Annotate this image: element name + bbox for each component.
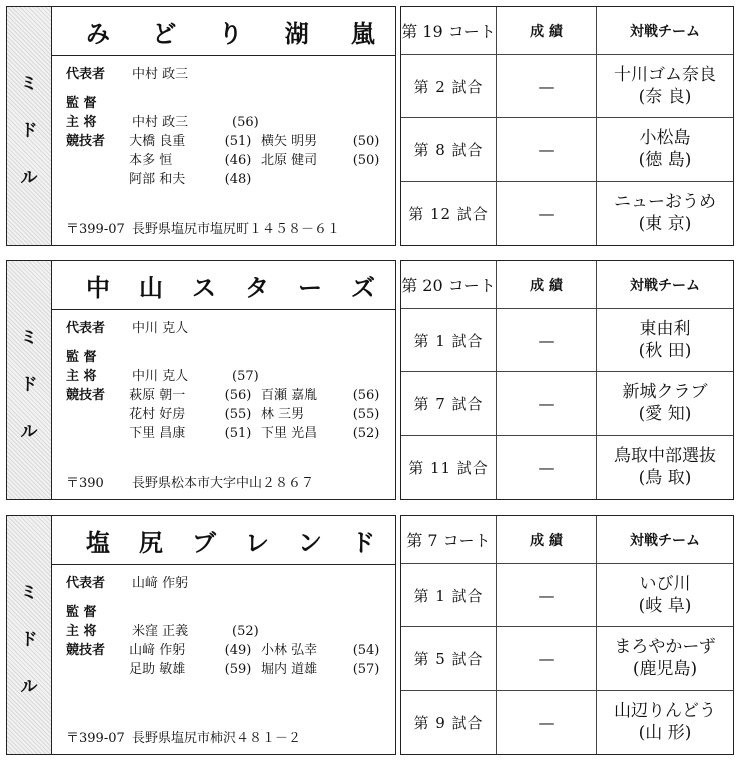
team-name-char: み bbox=[86, 18, 110, 48]
player-age: (48) bbox=[224, 172, 252, 187]
player-name: 花村 好房 bbox=[129, 407, 186, 422]
spacer bbox=[66, 84, 389, 94]
player-name: 下里 光昌 bbox=[260, 426, 318, 441]
match-number: 第 12 試合 bbox=[401, 182, 497, 245]
player-age: (52) bbox=[352, 426, 380, 441]
team-block bbox=[6, 515, 734, 757]
match-number: 第 2 試合 bbox=[401, 55, 497, 118]
postal-code: 〒399-07 bbox=[66, 731, 125, 746]
opponent-prefecture: (奈 良) bbox=[638, 87, 692, 108]
category-char: ミ bbox=[20, 583, 38, 603]
match-number: 第 1 試合 bbox=[401, 564, 497, 627]
player-name: 阿部 和夫 bbox=[129, 172, 186, 187]
category-label bbox=[6, 6, 52, 246]
court-header: 第 20 コート bbox=[401, 261, 497, 309]
captain-age: (56) bbox=[232, 115, 259, 130]
team-name bbox=[52, 261, 395, 310]
opponent-cell bbox=[597, 182, 733, 245]
team-info bbox=[52, 260, 396, 500]
player-name: 本多 恒 bbox=[129, 153, 173, 168]
opponent-cell bbox=[597, 627, 733, 690]
match-result: — bbox=[497, 55, 597, 118]
opponent-cell bbox=[597, 55, 733, 118]
opponent-header: 対戦チーム bbox=[597, 7, 733, 55]
captain-age: (52) bbox=[232, 624, 259, 639]
category-char: ミ bbox=[20, 328, 38, 348]
player-row bbox=[66, 424, 389, 443]
schedule-table bbox=[401, 261, 733, 499]
coach-label: 監 督 bbox=[66, 350, 97, 365]
opponent-cell bbox=[597, 372, 733, 435]
team-members bbox=[66, 574, 389, 679]
category-label bbox=[6, 260, 52, 500]
address-text: 長野県塩尻市柿沢４８１－２ bbox=[132, 731, 302, 746]
player-name: 大橋 良重 bbox=[129, 134, 186, 149]
opponent-name: ニューおうめ bbox=[614, 192, 716, 213]
match-schedule bbox=[400, 260, 734, 500]
player-age: (55) bbox=[352, 407, 380, 422]
player-name bbox=[261, 170, 353, 189]
team-name-char: ズ bbox=[351, 272, 375, 302]
court-header: 第 19 コート bbox=[401, 7, 497, 55]
opponent-name: 山辺りんどう bbox=[614, 701, 716, 722]
player-age: (56) bbox=[352, 388, 380, 403]
players-label: 競技者 bbox=[66, 134, 106, 149]
team-name-char: 尻 bbox=[139, 527, 163, 557]
team-block bbox=[6, 260, 734, 502]
address-text: 長野県塩尻市塩尻町１４５８－６１ bbox=[132, 222, 341, 237]
team-name-char: ー bbox=[298, 272, 322, 302]
spacer bbox=[66, 338, 389, 348]
player-age: (50) bbox=[352, 153, 380, 168]
team-name-char: ン bbox=[298, 527, 322, 557]
opponent-prefecture: (岐 阜) bbox=[638, 596, 692, 617]
player-age: (51) bbox=[224, 426, 252, 441]
category-char: ド bbox=[20, 375, 38, 395]
players-label bbox=[66, 424, 129, 443]
representative-name: 中川 克人 bbox=[132, 321, 189, 336]
team-name-char: 嵐 bbox=[351, 18, 375, 48]
match-number: 第 11 試合 bbox=[401, 436, 497, 499]
category-char: ド bbox=[20, 630, 38, 650]
representative-row bbox=[66, 319, 389, 338]
team-name-char: レ bbox=[245, 527, 269, 557]
opponent-header: 対戦チーム bbox=[597, 516, 733, 564]
player-name: 足助 敏雄 bbox=[129, 662, 186, 677]
match-schedule bbox=[400, 515, 734, 755]
team-block bbox=[6, 6, 734, 248]
category-label bbox=[6, 515, 52, 755]
category-char: ド bbox=[20, 121, 38, 141]
team-members bbox=[66, 65, 389, 189]
category-char: ル bbox=[20, 677, 38, 697]
representative-row bbox=[66, 65, 389, 84]
opponent-name: 東由利 bbox=[639, 319, 691, 340]
player-name: 林 三男 bbox=[260, 407, 305, 422]
match-result: — bbox=[497, 691, 597, 754]
player-row bbox=[66, 641, 389, 660]
player-name: 横矢 明男 bbox=[260, 134, 318, 149]
opponent-name: 鳥取中部選抜 bbox=[614, 446, 716, 467]
team-name-char: 山 bbox=[139, 272, 163, 302]
team-name-char: タ bbox=[245, 272, 269, 302]
match-number: 第 8 試合 bbox=[401, 118, 497, 181]
team-name-char: 中 bbox=[86, 272, 110, 302]
captain-name: 米窪 正義 bbox=[132, 624, 189, 639]
postal-code: 〒399-07 bbox=[66, 222, 125, 237]
result-header: 成 績 bbox=[497, 7, 597, 55]
captain-row bbox=[66, 367, 389, 386]
match-result: — bbox=[497, 564, 597, 627]
players-label bbox=[66, 151, 129, 170]
player-name: 下里 昌康 bbox=[129, 426, 186, 441]
captain-age: (57) bbox=[232, 369, 259, 384]
category-char: ミ bbox=[20, 74, 38, 94]
team-name-char: 塩 bbox=[86, 527, 110, 557]
opponent-prefecture: (徳 島) bbox=[638, 150, 692, 171]
result-header: 成 績 bbox=[497, 261, 597, 309]
team-name bbox=[52, 7, 395, 56]
captain-name: 中村 政三 bbox=[132, 115, 189, 130]
team-info bbox=[52, 6, 396, 246]
team-members bbox=[66, 319, 389, 443]
address-text: 長野県松本市大字中山２８６７ bbox=[132, 476, 315, 491]
team-address bbox=[66, 218, 340, 237]
court-header: 第 7 コート bbox=[401, 516, 497, 564]
captain-row bbox=[66, 622, 389, 641]
opponent-prefecture: (山 形) bbox=[638, 723, 692, 744]
player-age: (55) bbox=[224, 407, 252, 422]
coach-row bbox=[66, 603, 389, 622]
match-result: — bbox=[497, 118, 597, 181]
opponent-name: 十川ゴム奈良 bbox=[614, 65, 716, 86]
players-label bbox=[66, 660, 129, 679]
match-result: — bbox=[497, 627, 597, 690]
team-address bbox=[66, 472, 314, 491]
schedule-table bbox=[401, 516, 733, 754]
opponent-cell bbox=[597, 436, 733, 499]
captain-name: 中川 克人 bbox=[132, 369, 189, 384]
category-char: ル bbox=[20, 422, 38, 442]
opponent-name: 小松島 bbox=[639, 128, 691, 149]
opponent-cell bbox=[597, 564, 733, 627]
opponent-cell bbox=[597, 691, 733, 754]
opponent-name: 新城クラブ bbox=[622, 382, 708, 403]
player-row bbox=[66, 386, 389, 405]
coach-label: 監 督 bbox=[66, 96, 97, 111]
player-name: 萩原 朝一 bbox=[129, 388, 186, 403]
player-row bbox=[66, 151, 389, 170]
player-age: (54) bbox=[352, 643, 380, 658]
opponent-prefecture: (鹿児島) bbox=[632, 659, 698, 680]
coach-row bbox=[66, 94, 389, 113]
players-label: 競技者 bbox=[66, 388, 106, 403]
player-age: (57) bbox=[352, 662, 380, 677]
player-name: 百瀬 嘉胤 bbox=[260, 388, 318, 403]
player-age: (50) bbox=[352, 134, 380, 149]
opponent-name: まろやかーず bbox=[614, 637, 716, 658]
player-age bbox=[353, 170, 389, 189]
representative-label: 代表者 bbox=[66, 67, 106, 82]
match-result: — bbox=[497, 436, 597, 499]
team-name-char: 湖 bbox=[284, 18, 309, 48]
player-row bbox=[66, 170, 389, 189]
player-age: (51) bbox=[224, 134, 252, 149]
postal-code: 〒390 bbox=[66, 476, 104, 491]
team-address bbox=[66, 727, 301, 746]
player-row bbox=[66, 132, 389, 151]
category-char: ル bbox=[20, 168, 38, 188]
result-header: 成 績 bbox=[497, 516, 597, 564]
match-result: — bbox=[497, 182, 597, 245]
team-name-char: ド bbox=[351, 527, 375, 557]
player-age: (49) bbox=[224, 643, 252, 658]
captain-label: 主 将 bbox=[66, 115, 97, 130]
spacer bbox=[66, 593, 389, 603]
opponent-name: いび川 bbox=[639, 574, 691, 595]
match-number: 第 5 試合 bbox=[401, 627, 497, 690]
player-row bbox=[66, 405, 389, 424]
representative-label: 代表者 bbox=[66, 321, 106, 336]
players-label: 競技者 bbox=[66, 643, 106, 658]
captain-label: 主 将 bbox=[66, 624, 97, 639]
opponent-prefecture: (秋 田) bbox=[638, 341, 692, 362]
players-label bbox=[66, 405, 129, 424]
coach-row bbox=[66, 348, 389, 367]
opponent-prefecture: (鳥 取) bbox=[638, 468, 692, 489]
match-number: 第 1 試合 bbox=[401, 309, 497, 372]
player-age: (59) bbox=[224, 662, 252, 677]
captain-row bbox=[66, 113, 389, 132]
match-result: — bbox=[497, 309, 597, 372]
player-name: 小林 弘幸 bbox=[260, 643, 318, 658]
match-number: 第 7 試合 bbox=[401, 372, 497, 435]
representative-row bbox=[66, 574, 389, 593]
coach-label: 監 督 bbox=[66, 605, 97, 620]
match-number: 第 9 試合 bbox=[401, 691, 497, 754]
representative-label: 代表者 bbox=[66, 576, 106, 591]
match-result: — bbox=[497, 372, 597, 435]
team-info bbox=[52, 515, 396, 755]
representative-name: 中村 政三 bbox=[132, 67, 189, 82]
representative-name: 山﨑 作躬 bbox=[132, 576, 189, 591]
player-name: 北原 健司 bbox=[260, 153, 318, 168]
player-name: 堀内 道雄 bbox=[260, 662, 318, 677]
team-name-char: ど bbox=[152, 18, 177, 48]
opponent-cell bbox=[597, 309, 733, 372]
schedule-table bbox=[401, 7, 733, 245]
opponent-header: 対戦チーム bbox=[597, 261, 733, 309]
opponent-prefecture: (愛 知) bbox=[638, 404, 692, 425]
team-name bbox=[52, 516, 395, 565]
player-age: (56) bbox=[224, 388, 252, 403]
captain-label: 主 将 bbox=[66, 369, 97, 384]
team-name-char: ブ bbox=[192, 527, 216, 557]
team-name-char: ス bbox=[192, 272, 216, 302]
team-name-char: り bbox=[218, 18, 243, 48]
players-label bbox=[66, 170, 129, 189]
player-name: 山﨑 作躬 bbox=[129, 643, 186, 658]
opponent-prefecture: (東 京) bbox=[638, 214, 692, 235]
match-schedule bbox=[400, 6, 734, 246]
player-row bbox=[66, 660, 389, 679]
opponent-cell bbox=[597, 118, 733, 181]
player-age: (46) bbox=[224, 153, 252, 168]
